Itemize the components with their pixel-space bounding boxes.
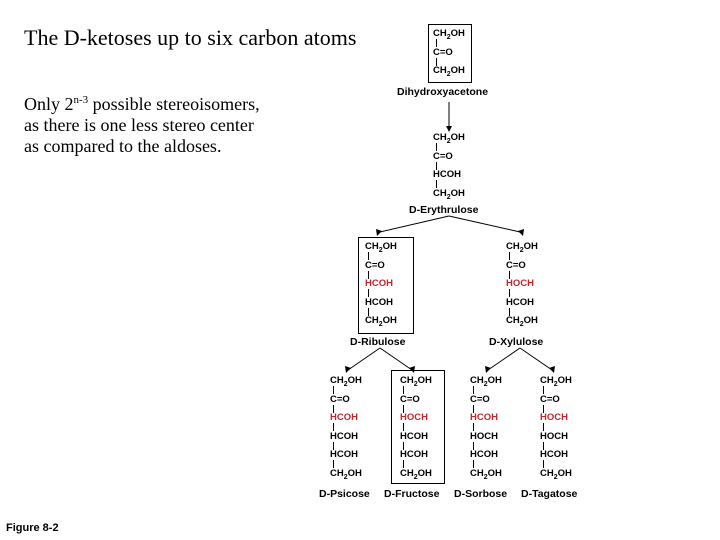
structure-ery	[433, 133, 493, 199]
bond-line	[333, 386, 334, 394]
bond-line	[473, 386, 474, 394]
formula-row: HCOH	[330, 430, 358, 442]
structure-fru	[400, 376, 460, 479]
name-xyl: D-Xylulose	[489, 336, 544, 348]
name-fru: D-Fructose	[384, 488, 440, 500]
structure-rib	[365, 242, 425, 326]
figure-caption: Figure 8-2	[6, 522, 59, 534]
formula-row: HCOH	[470, 449, 498, 460]
formula-row: $CH_2OH$	[400, 467, 432, 481]
formula-row: $CH_2OH$	[365, 315, 397, 328]
bond-line	[368, 252, 369, 260]
formula-row: $CH_2OH$	[433, 65, 465, 78]
bond-line	[509, 289, 510, 297]
body-line-2: as there is one less stereo center	[24, 115, 254, 135]
formula-row: $CH_2OH$	[506, 315, 538, 328]
name-dha: Dihydroxyacetone	[397, 86, 489, 98]
bond-line	[509, 252, 510, 260]
formula-row: HOCH	[470, 430, 498, 442]
formula-row: HCOH	[365, 296, 393, 308]
bond-line	[333, 460, 334, 468]
bond-line	[543, 423, 544, 431]
formula-row: $CH_2OH$	[433, 187, 465, 201]
bond-line	[543, 386, 544, 394]
formula-row: HCOH	[400, 449, 428, 460]
formula-row: $CH_2OH$	[470, 375, 502, 388]
formula-row: C=O	[540, 393, 560, 405]
formula-row: $CH_2OH$	[470, 467, 502, 481]
formula-row: C=O	[506, 259, 526, 271]
slide-title: The D-ketoses up to six carbon atoms	[24, 25, 357, 50]
bond-line	[333, 423, 334, 431]
formula-row: HOCH	[506, 278, 534, 289]
exponent: n-3	[73, 94, 89, 106]
formula-row: HOCH	[540, 430, 568, 442]
formula-row: HCOH	[433, 169, 461, 180]
bond-line	[473, 460, 474, 468]
formula-row: HOCH	[540, 412, 568, 423]
formula-row: C=O	[400, 393, 420, 405]
formula-row: $CH_2OH$	[506, 241, 538, 254]
formula-row: $CH_2OH$	[365, 241, 397, 254]
bond-line	[543, 460, 544, 468]
formula-row: $CH_2OH$	[540, 375, 572, 388]
name-rib: D-Ribulose	[350, 336, 406, 348]
structure-xyl	[506, 242, 566, 326]
formula-row: $CH_2OH$	[330, 467, 362, 481]
name-sor: D-Sorbose	[454, 488, 508, 500]
formula-row: HCOH	[330, 412, 358, 423]
name-psi: D-Psicose	[319, 488, 370, 500]
structure-sor	[470, 376, 530, 479]
structure-dha	[433, 29, 493, 76]
formula-row: HCOH	[400, 430, 428, 442]
bond-line	[473, 423, 474, 431]
body-line-1: Only 2$^{n-3}$ possible stereoisomers,	[24, 94, 260, 114]
bond-line	[436, 180, 437, 188]
bond-line	[368, 289, 369, 297]
formula-row: C=O	[470, 393, 490, 405]
formula-row: C=O	[433, 46, 453, 58]
formula-row: HCOH	[470, 412, 498, 423]
formula-row: $CH_2OH$	[400, 375, 432, 388]
bond-line	[436, 143, 437, 151]
formula-row: C=O	[433, 150, 453, 162]
formula-row: $CH_2OH$	[433, 28, 465, 41]
formula-row: HOCH	[400, 412, 428, 423]
bond-line	[403, 423, 404, 431]
structure-tag	[540, 376, 600, 479]
formula-row: HCOH	[365, 278, 393, 289]
formula-row: $CH_2OH$	[540, 467, 572, 481]
bond-line	[403, 386, 404, 394]
formula-row: HCOH	[506, 296, 534, 308]
bond-line	[403, 460, 404, 468]
bond-line	[436, 39, 437, 47]
name-ery: D-Erythrulose	[409, 204, 479, 216]
formula-row: HCOH	[330, 449, 358, 460]
body-line-3: as compared to the aldoses.	[24, 136, 222, 156]
formula-row: HCOH	[540, 449, 568, 460]
structure-psi	[330, 376, 390, 479]
name-tag: D-Tagatose	[521, 488, 578, 500]
formula-row: $CH_2OH$	[330, 375, 362, 388]
formula-row: $CH_2OH$	[433, 132, 465, 145]
formula-row: C=O	[365, 259, 385, 271]
formula-row: C=O	[330, 393, 350, 405]
